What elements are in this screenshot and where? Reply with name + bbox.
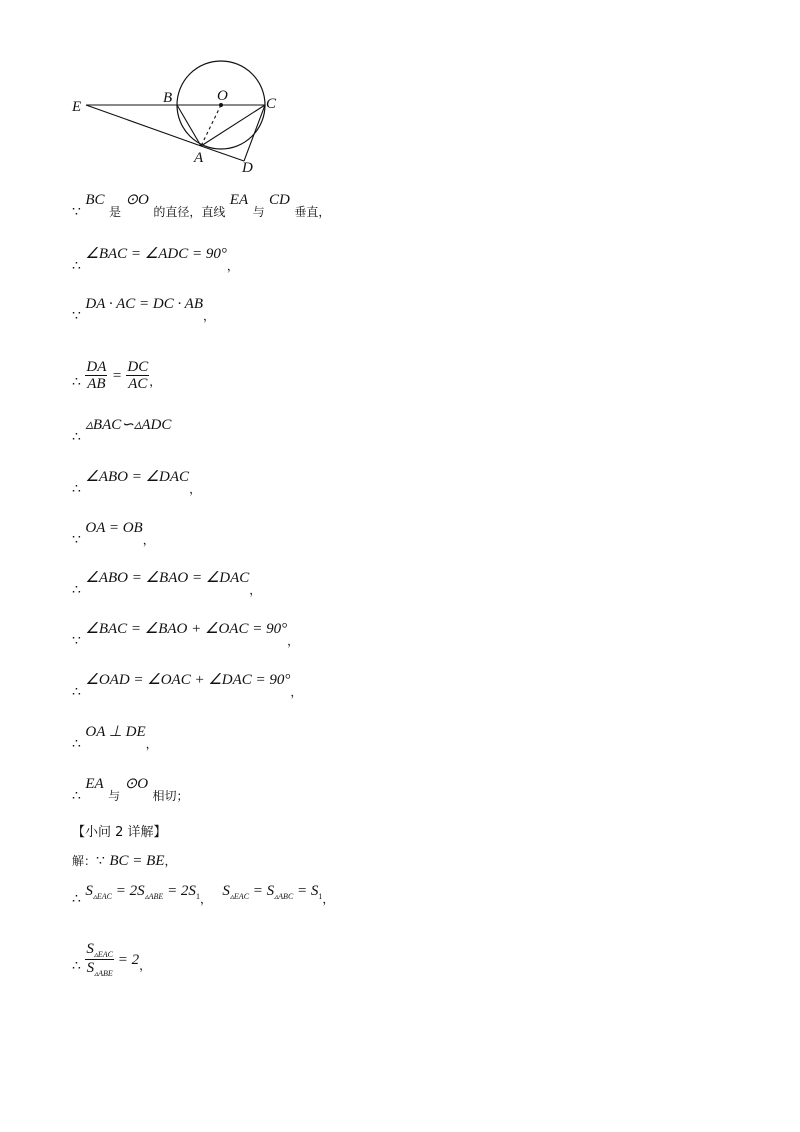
text-diameter: 的直径，直线 (153, 205, 226, 219)
proof-line-6: ∴ ∠ABO = ∠DAC， (72, 469, 202, 497)
part2-line-3: ∴ $\frac{S_{▵EAC}}{S_{▵ABE}}$ = 2， (72, 941, 152, 978)
line-cd (244, 105, 265, 161)
proof-line-3: ∵ DA · AC = DC · AB， (72, 296, 216, 324)
because-symbol: ∵ (96, 853, 105, 869)
math-expression: ∠BAC = ∠BAO + ∠OAC = 90° (85, 621, 288, 637)
therefore-symbol: ∴ (72, 788, 81, 804)
part2-line-1: 解：∵ BC = BE， (72, 853, 177, 869)
text-perpendicular: 垂直， (294, 205, 331, 219)
proof-line-4: ∴ $\frac{DA}{AB}$ = $\frac{DC}{AC}$ ， (72, 359, 162, 392)
part2-line-2: ∴ $S_{▵EAC} = 2S_{▵ABE} = 2S_1$， $S_{▵EAC} = S_{▵ABC} = S_1$， (72, 883, 335, 907)
segment-cd: CD (269, 192, 290, 208)
therefore-symbol: ∴ (72, 258, 81, 274)
proof-line-11: ∴ OA ⊥ DE， (72, 724, 158, 752)
fraction-area-ratio: $\frac{S_{▵EAC}}{S_{▵ABE}}$ (86, 941, 113, 978)
therefore-symbol: ∴ (72, 684, 81, 700)
line-ad (201, 146, 244, 161)
text-solution: 解： (72, 854, 97, 868)
circle-o-symbol: ⊙O (125, 192, 149, 208)
label-d: D (242, 160, 253, 176)
therefore-symbol: ∴ (72, 957, 81, 974)
label-o: O (217, 88, 228, 104)
proof-line-7: ∵ OA = OB， (72, 520, 155, 548)
proof-line-12: ∴ EA 与 ⊙O 相切； (72, 776, 189, 804)
fraction-da-ab: $\frac{DA}{AB}$ (86, 359, 107, 392)
therefore-symbol: ∴ (72, 891, 81, 907)
proof-line-5 (72, 417, 172, 446)
area-equation-1: $S_{▵EAC} = 2S_{▵ABE} = 2S_1$ (85, 883, 200, 901)
therefore-symbol: ∴ (72, 429, 81, 445)
segment-ea: EA (85, 776, 104, 792)
label-b: B (163, 90, 173, 106)
area-equation-2: $S_{▵EAC} = S_{▵ABC} = S_1$ (222, 883, 323, 901)
label-a: A (194, 150, 204, 166)
segment-ea: EA (229, 192, 249, 208)
therefore-symbol: ∴ (72, 373, 81, 390)
proof-line-1 (72, 192, 331, 221)
fraction-dc-ac: $\frac{DC}{AC}$ (127, 359, 149, 392)
segment-bc: BC (85, 192, 105, 208)
because-symbol: ∵ (72, 532, 81, 548)
line-ab (177, 105, 201, 146)
math-expression: BC = BE (109, 853, 165, 869)
text-tangent: 相切； (152, 789, 189, 803)
math-expression: ∠OAD = ∠OAC + ∠DAC = 90° (85, 672, 291, 688)
therefore-symbol: ∴ (72, 582, 81, 598)
math-expression: ∠ABO = ∠DAC (85, 469, 190, 485)
because-symbol: ∵ (72, 204, 81, 220)
label-e: E (72, 99, 82, 115)
line-ea (86, 105, 201, 146)
text-shi: 是 (109, 205, 122, 219)
because-symbol: ∵ (72, 633, 81, 649)
proof-line-9: ∵ ∠BAC = ∠BAO + ∠OAC = 90°， (72, 621, 300, 649)
proof-line-2: ∴ ∠BAC = ∠ADC = 90°， (72, 246, 239, 274)
math-expression: OA = OB (85, 520, 143, 536)
text-yu: 与 (252, 205, 265, 219)
math-expression: ∠ABO = ∠BAO = ∠DAC (85, 570, 250, 586)
therefore-symbol: ∴ (72, 736, 81, 752)
math-expression: DA · AC = DC · AB (85, 296, 204, 312)
circle-o-symbol: ⊙O (124, 776, 149, 792)
math-expression: ∠BAC = ∠ADC = 90° (85, 246, 227, 262)
proof-line-8: ∴ ∠ABO = ∠BAO = ∠DAC， (72, 570, 262, 598)
math-expression: OA ⊥ DE (85, 724, 146, 740)
therefore-symbol: ∴ (72, 481, 81, 497)
label-c: C (266, 96, 277, 112)
line-ac (201, 105, 265, 146)
math-expression: ▵BAC∽▵ADC (85, 417, 172, 433)
geometry-figure (60, 50, 300, 180)
proof-line-10: ∴ ∠OAD = ∠OAC + ∠DAC = 90°， (72, 672, 303, 700)
because-symbol: ∵ (72, 308, 81, 324)
section-heading: 【小问 2 详解】 (72, 825, 167, 840)
